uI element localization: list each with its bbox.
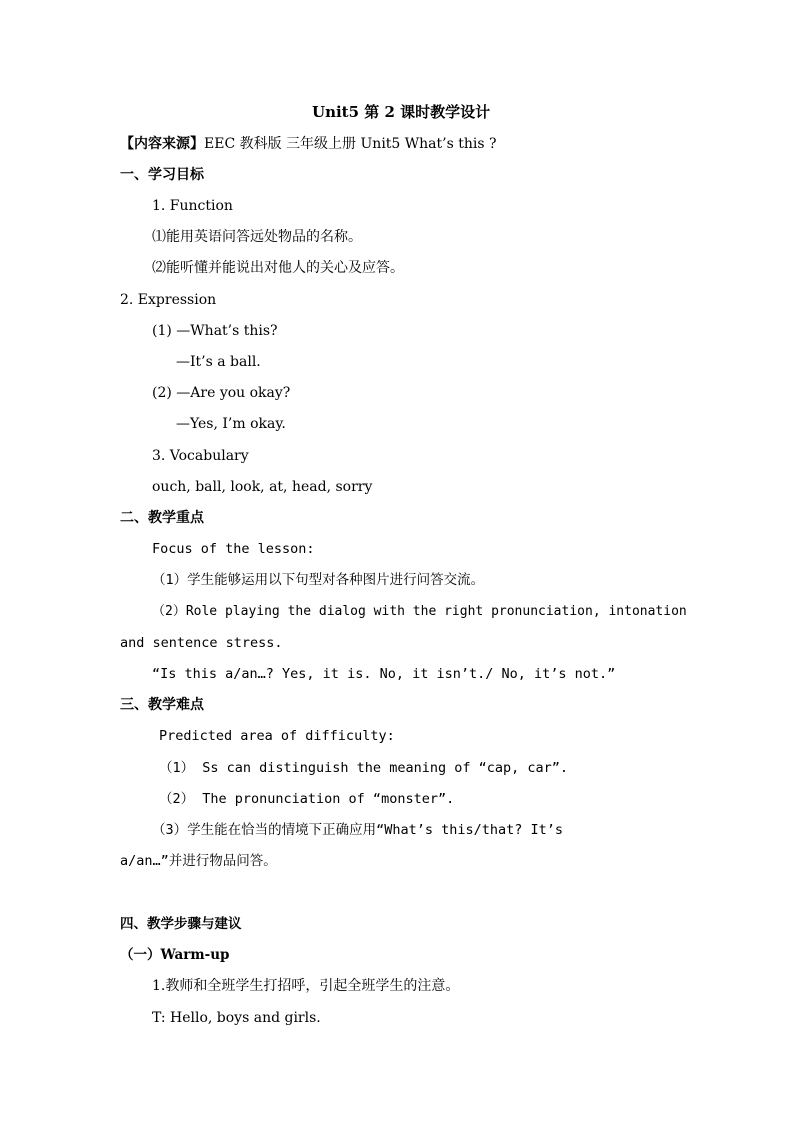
vocabulary-label: 3. Vocabulary [152,448,249,464]
content-source [120,135,497,153]
section-heading-steps: 四、教学步骤与建议 [120,916,242,932]
difficulty-2: （2） The pronunciation of “monster”. [159,791,455,807]
expression-label: 2. Expression [120,292,217,308]
function-item-1: ⑴能用英语问答远处物品的名称。 [152,229,362,245]
difficulty-3-line-1: （3）学生能在恰当的情境下正确应用“What’s this/that? It’s [152,822,564,838]
vocabulary-list: ouch, ball, look, at, head, sorry [152,479,373,495]
content-source-text: EEC 教科版 三年级上册 Unit5 What’s this ? [204,136,497,152]
subsection-warm-up: （一）Warm-up [120,947,230,963]
step-1: 1.教师和全班学生打招呼，引起全班学生的注意。 [152,978,460,994]
section-heading-difficulties: 三、教学难点 [120,697,204,713]
step-1-dialog: T: Hello, boys and girls. [152,1010,321,1026]
expression-1-answer: —It’s a ball. [176,354,261,370]
function-label: 1. Function [152,198,233,214]
key-point-1: （1）学生能够运用以下句型对各种图片进行问答交流。 [152,572,485,588]
key-point-2-line-2: and sentence stress. [120,635,283,651]
expression-2-question: (2) —Are you okay? [152,385,291,401]
difficulty-intro: Predicted area of difficulty: [159,728,395,744]
expression-2-answer: —Yes, I’m okay. [176,416,286,432]
section-heading-key-points: 二、教学重点 [120,510,204,526]
key-point-2-line-1: （2）Role playing the dialog with the right pronunciation, intonation [152,604,687,619]
key-sentence-patterns: “Is this a/an…? Yes, it is. No, it isn’t./ No, it’s not.” [152,666,616,682]
difficulty-3-line-2: a/an…”并进行物品问答。 [120,853,277,869]
difficulty-1: （1） Ss can distinguish the meaning of “cap, car”. [159,760,569,776]
function-item-2: ⑵能听懂并能说出对他人的关心及应答。 [152,260,404,276]
focus-label: Focus of the lesson: [152,541,315,557]
expression-1-question: (1) —What’s this? [152,323,278,339]
content-source-label: 【内容来源】 [120,136,204,152]
page-title: Unit5 第 2 课时教学设计 [312,103,491,121]
section-heading-objectives: 一、学习目标 [120,167,204,183]
